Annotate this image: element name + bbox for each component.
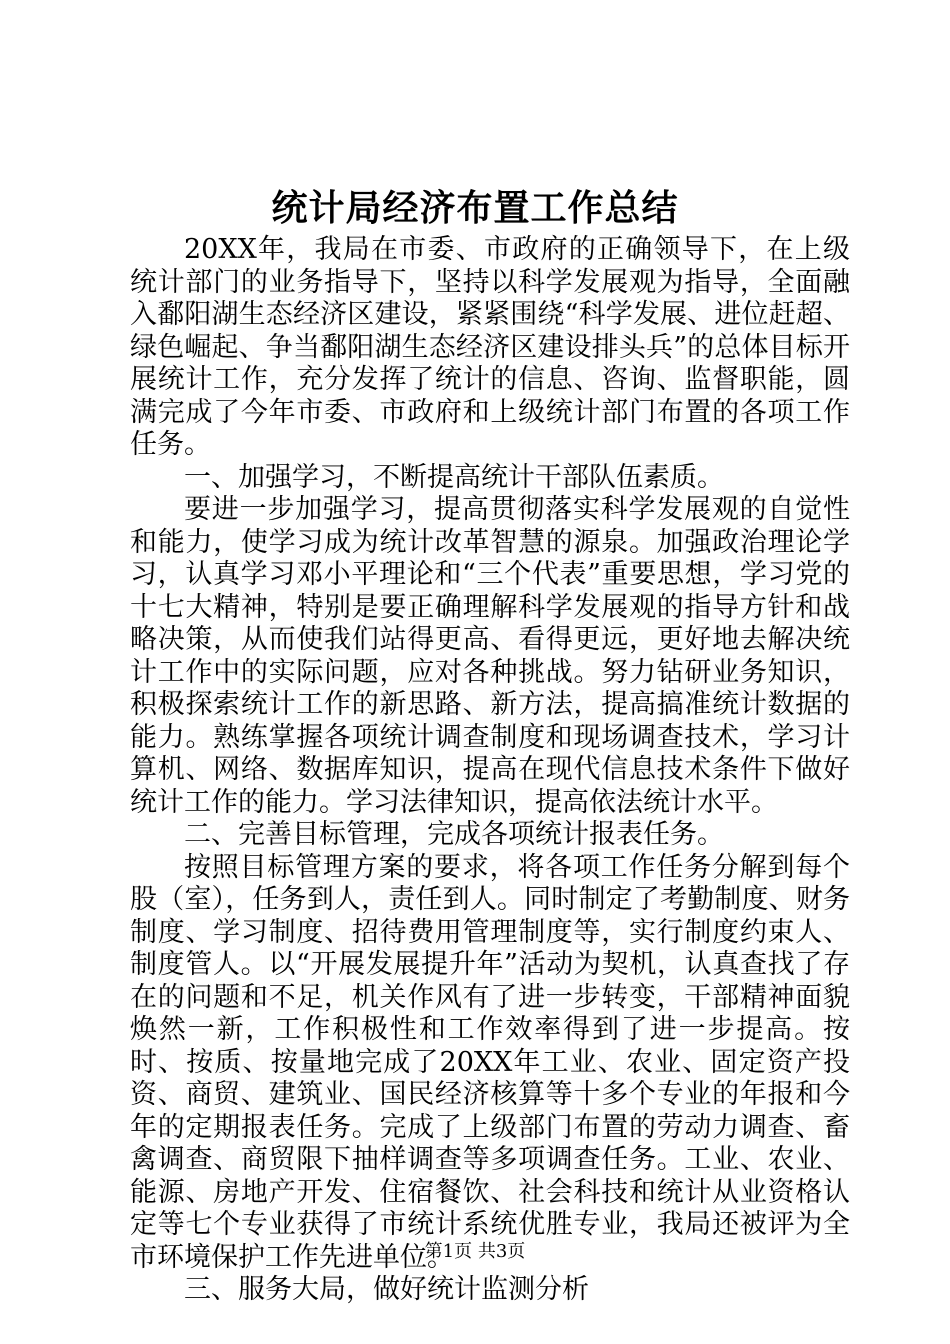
section-2-paragraph: 按照目标管理方案的要求，将各项工作任务分解到每个股（室），任务到人，责任到人。同时制定了考勤制度、财务制度、学习制度、招待费用管理制度等，实行制度约束人、制度管人。以“开展发展提升年”活动为契机，认真查找了存在的问题和不足，机关作风有了进一步转变，干部精神面貌焕然一新，工作积极性和工作效率得到了进一步提高。按时、按质、按量地完成了20XX年工业、农业、固定资产投资、商贸、建筑业、国民经济核算等十多个专业的年报和今年的定期报表任务。完成了上级部门布置的劳动力调查、畜禽调查、商贸限下抽样调查等多项调查任务。工业、农业、能源、房地产开发、住宿餐饮、社会科技和统计从业资格认定等七个专业获得了市统计系统优胜专业，我局还被评为全市环境保护工作先进单位。 xyxy=(130,851,850,1273)
document-title: 统计局经济布置工作总结 xyxy=(271,187,679,229)
section-heading-2: 二、完善目标管理，完成各项统计报表任务。 xyxy=(184,819,724,850)
intro-paragraph: 20XX年，我局在市委、市政府的正确领导下，在上级统计部门的业务指导下，坚持以科学发展观为指导，全面融入鄱阳湖生态经济区建设，紧紧围绕“科学发展、进位赶超、绿色崛起、争当鄱阳湖生态经济区建设排头兵”的总体目标开展统计工作，充分发挥了统计的信息、咨询、监督职能，圆满完成了今年市委、市政府和上级统计部门布置的各项工作任务。 xyxy=(130,234,850,460)
section-heading-3: 三、服务大局，做好统计监测分析 xyxy=(184,1274,589,1305)
page-footer: 第1页 共3页 xyxy=(424,1241,526,1262)
section-heading-1: 一、加强学习，不断提高统计干部队伍素质。 xyxy=(184,461,724,493)
document-body xyxy=(130,234,850,1307)
section-1-paragraph: 要进一步加强学习，提高贯彻落实科学发展观的自觉性和能力，使学习成为统计改革智慧的源泉。加强政治理论学习，认真学习邓小平理论和“三个代表”重要思想，学习党的十七大精神，特别是要正确理解科学发展观的指导方针和战略决策，从而使我们站得更高、看得更远，更好地去解决统计工作中的实际问题，应对各种挑战。努力钻研业务知识，积极探索统计工作的新思路、新方法，提高搞准统计数据的能力。熟练掌握各项统计调查制度和现场调查技术，学习计算机、网络、数据库知识，提高在现代信息技术条件下做好统计工作的能力。学习法律知识，提高依法统计水平。 xyxy=(130,494,850,818)
